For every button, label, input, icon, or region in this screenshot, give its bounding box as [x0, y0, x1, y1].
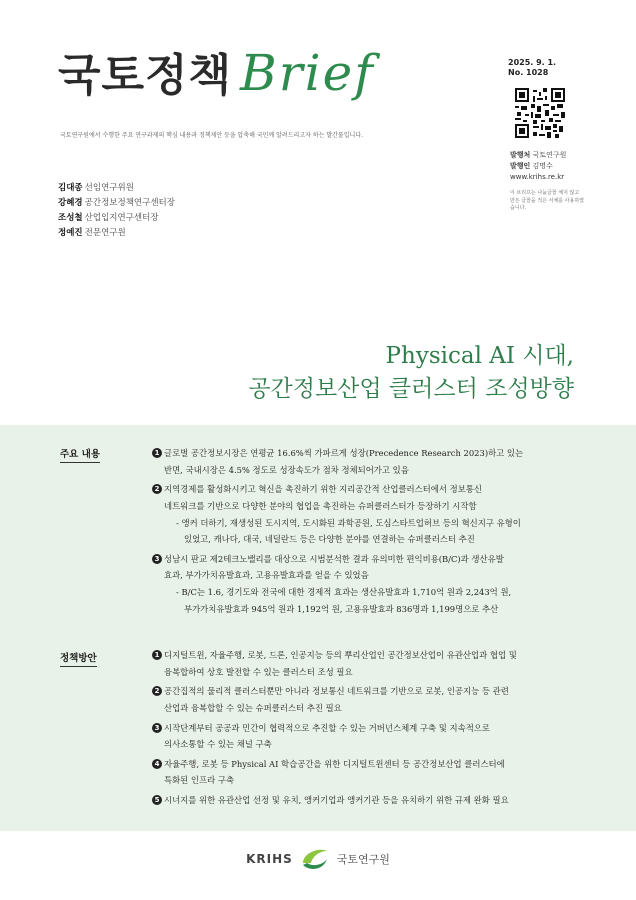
policy-item — [152, 756, 582, 789]
item-number-badge: 3 — [152, 554, 162, 564]
item-number-badge: 1 — [152, 448, 162, 458]
publisher-url[interactable]: www.krihs.re.kr — [510, 172, 565, 181]
author-role: 전문연구원 — [84, 227, 126, 238]
policy-item — [152, 720, 582, 753]
author-role: 공간정보정책연구센터장 — [84, 197, 175, 208]
item-line: 공간집적의 물리적 클러스터뿐만 아니라 정보통신 네트워크를 기반으로 로봇, 인공지능 등 관련 — [164, 686, 509, 697]
summary-label: 주요 내용 — [60, 446, 100, 463]
item-line: 성남시 판교 제2테크노밸리를 대상으로 시범분석한 결과 유의미한 편익비용(B/C)과 생산유발 — [164, 553, 504, 564]
qr-code-icon — [515, 88, 565, 138]
item-line: 시작단계부터 공공과 민간이 협력적으로 추진할 수 있는 거버넌스체계 구축 및 지속적으로 — [164, 722, 490, 733]
item-line: 산업과 융복합할 수 있는 슈퍼클러스터 추진 필요 — [164, 702, 342, 713]
publisher-org-label: 발행처 — [510, 151, 531, 159]
title-korean: 국토정책 — [58, 50, 233, 101]
author-role: 선임연구위원 — [84, 183, 134, 193]
author-row — [58, 181, 175, 196]
item-line: 디지털트윈, 자율주행, 로봇, 드론, 인공지능 등의 뿌리산업인 공간정보산업이 유관산업과 협업 및 — [164, 650, 517, 660]
author-name: 김대종 — [58, 183, 83, 193]
masthead-title — [58, 44, 375, 102]
author-name: 강혜경 — [58, 197, 83, 208]
sub-bullet-line: 부가가치유발효과 945억 원과 1,192억 원, 고용유발효과 836명과 1,199명으로 추산 — [184, 603, 499, 614]
item-line: 지역경제를 활성화시키고 혁신을 촉진하기 위한 지리공간적 산업클러스터에서 정보통신 — [164, 484, 482, 495]
font-notice: 이 브리프는 나눔글꼴 체지 않고 만든 글꼴을 적은 서체를 사용하였습니다. — [510, 190, 584, 211]
footer-krihs: KRIHS — [246, 852, 293, 866]
masthead-intro: 국토연구원에서 수행한 주요 연구과제의 핵심 내용과 정책제안 등을 압축해 국민께 알려드리고자 하는 발간물입니다. — [60, 132, 364, 139]
issue-date: 2025. 9. 1. — [508, 58, 557, 67]
publisher-person-label: 발행인 — [510, 161, 531, 170]
sub-bullet-line: - 앵커 더하기, 재생성된 도시지역, 도시화된 과학공원, 도심스타트업허브 등의 혁신지구 유형이 — [176, 517, 521, 528]
item-number-badge: 2 — [152, 686, 162, 696]
policy-item — [152, 792, 582, 809]
policy-item — [152, 683, 582, 716]
author-list — [58, 181, 175, 241]
sub-bullet — [164, 515, 582, 548]
item-number-badge: 5 — [152, 795, 162, 805]
title-brief: Brief — [240, 44, 375, 102]
summary-item — [152, 481, 582, 548]
item-line: 융복합하여 상호 발전할 수 있는 클러스터 조성 필요 — [164, 666, 353, 677]
headline-line-2: 공간정보산업 클러스터 조성방향 — [248, 376, 574, 403]
item-line: 특화된 인프라 구축 — [164, 775, 235, 786]
sub-bullet — [164, 584, 582, 617]
author-row — [58, 226, 175, 241]
headline — [248, 340, 574, 407]
author-name: 조성철 — [58, 212, 83, 223]
summary-list — [152, 445, 582, 617]
summary-item — [152, 551, 582, 618]
publisher-org: 국토연구원 — [532, 151, 567, 159]
policy-list — [152, 647, 582, 809]
item-number-badge: 3 — [152, 723, 162, 733]
issue-meta — [508, 58, 556, 79]
item-line: 자율주행, 로봇 등 Physical AI 학습공간을 위한 디지털트윈센터 등 공간정보산업 클러스터에 — [164, 758, 505, 769]
publisher-info — [510, 150, 566, 183]
sub-bullet-line: 있었고, 캐나다, 대국, 네덜란드 등은 다양한 분야를 연결하는 슈퍼클러스터 추진 — [184, 534, 475, 545]
item-line: 글로벌 공간정보시장은 연평균 16.6%씩 가파르게 성장(Precedence Research 2023)하고 있는 — [164, 448, 524, 458]
item-line: 시너지를 위한 유관산업 선정 및 유치, 앵커기업과 앵커기관 등을 유치하기 위한 규제 완화 필요 — [164, 795, 509, 806]
author-role: 산업입지연구센터장 — [84, 212, 159, 223]
author-row — [58, 211, 175, 226]
headline-line-1: Physical AI 시대, — [385, 343, 574, 369]
policy-item — [152, 647, 582, 680]
publisher-person: 김명수 — [532, 161, 553, 170]
item-number-badge: 2 — [152, 484, 162, 494]
footer — [0, 845, 636, 873]
author-row — [58, 196, 175, 211]
item-line: 반면, 국내시장은 4.5% 정도로 성장속도가 점차 정체되어가고 있음 — [164, 464, 409, 475]
policy-label: 정책방안 — [60, 650, 97, 667]
summary-item — [152, 445, 582, 478]
item-line: 효과, 부가가치유발효과, 고용유발효과를 얻을 수 있었음 — [164, 570, 369, 581]
item-line: 네트워크를 기반으로 다양한 분야의 협업을 촉진하는 슈퍼클러스터가 등장하기 시작함 — [164, 500, 477, 511]
krihs-logo-icon — [299, 845, 331, 873]
item-number-badge: 4 — [152, 759, 162, 769]
item-number-badge: 1 — [152, 650, 162, 660]
footer-org-name: 국토연구원 — [336, 853, 390, 866]
item-line: 의사소통할 수 있는 채널 구축 — [164, 739, 272, 750]
sub-bullet-line: - B/C는 1.6, 경기도와 전국에 대한 경제적 효과는 생산유발효과 1,710억 원과 2,243억 원, — [176, 587, 512, 598]
issue-number: No. 1028 — [508, 68, 549, 78]
author-name: 정예진 — [58, 227, 83, 238]
